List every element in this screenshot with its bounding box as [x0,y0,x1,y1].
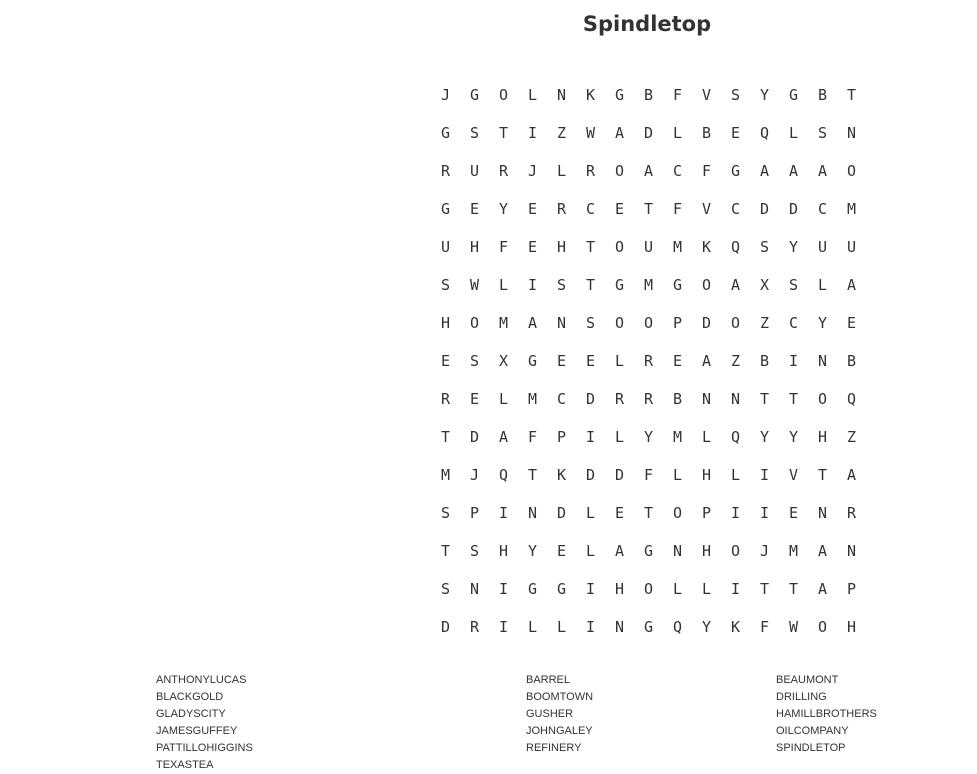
grid-cell[interactable]: W [585,124,596,142]
grid-cell[interactable]: M [672,238,683,256]
grid-row [431,570,866,608]
grid-cell[interactable]: G [614,86,625,104]
grid-cell[interactable]: K [701,238,712,256]
grid-cell[interactable]: T [440,542,451,560]
grid-cell[interactable]: G [788,86,799,104]
grid-cell[interactable]: R [440,390,451,408]
word-list-item: GLADYSCITY [156,708,226,720]
grid-cell[interactable]: X [759,276,770,294]
grid-cell[interactable]: N [672,542,683,560]
grid-cell[interactable]: F [672,200,683,218]
grid-cell[interactable]: I [730,580,741,598]
grid-cell[interactable]: H [556,238,567,256]
grid-cell[interactable]: V [788,466,799,484]
grid-row [431,418,866,456]
grid-cell[interactable]: E [469,200,480,218]
grid-cell[interactable]: T [643,200,654,218]
word-list-item: ANTHONYLUCAS [156,674,247,686]
grid-cell[interactable]: G [730,162,741,180]
grid-cell[interactable]: N [469,580,480,598]
word-list-item: SPINDLETOP [776,742,846,754]
grid-cell[interactable]: E [614,200,625,218]
grid-cell[interactable]: A [643,162,654,180]
grid-cell[interactable]: L [585,504,596,522]
grid-cell[interactable]: N [817,504,828,522]
grid-cell[interactable]: P [556,428,567,446]
word-list-column-3 [776,672,877,757]
grid-cell[interactable]: H [846,618,857,636]
grid-cell[interactable]: I [498,618,509,636]
grid-cell[interactable]: O [469,314,480,332]
grid-cell[interactable]: O [817,618,828,636]
grid-cell[interactable]: B [672,390,683,408]
grid-cell[interactable]: T [498,124,509,142]
grid-cell[interactable]: E [469,390,480,408]
grid-cell[interactable]: I [759,504,770,522]
grid-cell[interactable]: M [846,200,857,218]
grid-cell[interactable]: H [614,580,625,598]
grid-cell[interactable]: T [788,580,799,598]
grid-cell[interactable]: P [672,314,683,332]
grid-cell[interactable]: S [788,276,799,294]
grid-cell[interactable]: Y [788,238,799,256]
grid-row [431,190,866,228]
letter-grid [431,76,866,646]
grid-cell[interactable]: Y [817,314,828,332]
word-list-item: PATTILLOHIGGINS [156,742,253,754]
grid-row [431,608,866,646]
grid-cell[interactable]: I [498,504,509,522]
grid-cell[interactable]: R [556,200,567,218]
word-list-item: BEAUMONT [776,674,839,686]
grid-cell[interactable]: N [846,542,857,560]
grid-cell[interactable]: D [788,200,799,218]
grid-cell[interactable]: D [585,466,596,484]
grid-cell[interactable]: P [846,580,857,598]
grid-cell[interactable]: E [440,352,451,370]
grid-cell[interactable]: M [527,390,538,408]
grid-cell[interactable]: R [440,162,451,180]
grid-cell[interactable]: A [498,428,509,446]
grid-cell[interactable]: G [643,542,654,560]
grid-cell[interactable]: E [730,124,741,142]
grid-cell[interactable]: D [556,504,567,522]
grid-cell[interactable]: A [788,162,799,180]
grid-cell[interactable]: X [498,352,509,370]
grid-cell[interactable]: L [556,618,567,636]
grid-cell[interactable]: L [614,352,625,370]
word-list-item: JOHNGALEY [526,725,593,737]
grid-cell[interactable]: N [846,124,857,142]
grid-cell[interactable]: O [730,542,741,560]
grid-cell[interactable]: S [440,276,451,294]
grid-cell[interactable]: I [585,618,596,636]
grid-cell[interactable]: H [498,542,509,560]
grid-cell[interactable]: Y [701,618,712,636]
grid-cell[interactable]: F [498,238,509,256]
grid-cell[interactable]: O [643,314,654,332]
grid-cell[interactable]: D [643,124,654,142]
grid-cell[interactable]: A [614,542,625,560]
grid-cell[interactable]: E [672,352,683,370]
grid-cell[interactable]: C [585,200,596,218]
grid-cell[interactable]: N [556,314,567,332]
grid-cell[interactable]: O [672,504,683,522]
grid-cell[interactable]: R [643,390,654,408]
grid-cell[interactable]: N [614,618,625,636]
word-list-column-2 [526,672,593,757]
grid-cell[interactable]: B [846,352,857,370]
grid-cell[interactable]: Y [498,200,509,218]
grid-cell[interactable]: T [643,504,654,522]
grid-cell[interactable]: M [498,314,509,332]
grid-cell[interactable]: O [817,390,828,408]
grid-cell[interactable]: S [759,238,770,256]
grid-cell[interactable]: M [440,466,451,484]
grid-cell[interactable]: L [498,390,509,408]
word-list-item: HAMILLBROTHERS [776,708,877,720]
grid-cell[interactable]: A [817,580,828,598]
grid-cell[interactable]: I [730,504,741,522]
grid-cell[interactable]: Z [730,352,741,370]
grid-row [431,380,866,418]
grid-cell[interactable]: O [701,276,712,294]
grid-cell[interactable]: I [527,124,538,142]
grid-cell[interactable]: S [440,504,451,522]
grid-cell[interactable]: J [527,162,538,180]
grid-cell[interactable]: O [498,86,509,104]
grid-cell[interactable]: A [730,276,741,294]
grid-cell[interactable]: K [556,466,567,484]
grid-cell[interactable]: V [701,86,712,104]
grid-cell[interactable]: N [556,86,567,104]
grid-cell[interactable]: H [817,428,828,446]
grid-cell[interactable]: R [585,162,596,180]
grid-cell[interactable]: I [788,352,799,370]
grid-cell[interactable]: H [701,542,712,560]
grid-cell[interactable]: Y [527,542,538,560]
grid-cell[interactable]: F [759,618,770,636]
grid-cell[interactable]: T [788,390,799,408]
grid-cell[interactable]: G [469,86,480,104]
grid-cell[interactable]: O [614,314,625,332]
grid-row [431,266,866,304]
grid-cell[interactable]: Q [730,238,741,256]
word-list-item: BARREL [526,674,571,686]
grid-cell[interactable]: Z [846,428,857,446]
grid-cell[interactable]: S [469,124,480,142]
grid-cell[interactable]: K [730,618,741,636]
grid-cell[interactable]: D [469,428,480,446]
grid-cell[interactable]: I [759,466,770,484]
grid-cell[interactable]: L [701,428,712,446]
grid-cell[interactable]: T [585,238,596,256]
grid-cell[interactable]: G [527,352,538,370]
grid-cell[interactable]: L [672,124,683,142]
grid-cell[interactable]: T [585,276,596,294]
word-list-column-1 [156,672,253,774]
grid-cell[interactable]: S [469,542,480,560]
grid-cell[interactable]: H [701,466,712,484]
grid-cell[interactable]: N [527,504,538,522]
grid-cell[interactable]: Q [498,466,509,484]
grid-cell[interactable]: I [527,276,538,294]
grid-cell[interactable]: V [701,200,712,218]
grid-cell[interactable]: S [469,352,480,370]
grid-cell[interactable]: G [672,276,683,294]
grid-cell[interactable]: F [672,86,683,104]
grid-cell[interactable]: T [817,466,828,484]
grid-cell[interactable]: Y [643,428,654,446]
grid-cell[interactable]: M [643,276,654,294]
grid-cell[interactable]: L [730,466,741,484]
grid-cell[interactable]: Q [759,124,770,142]
grid-cell[interactable]: Y [788,428,799,446]
grid-cell[interactable]: N [817,352,828,370]
grid-row [431,494,866,532]
grid-cell[interactable]: Y [759,428,770,446]
grid-cell[interactable]: E [846,314,857,332]
grid-cell[interactable]: B [817,86,828,104]
grid-cell[interactable]: L [614,428,625,446]
grid-cell[interactable]: U [846,238,857,256]
grid-cell[interactable]: U [440,238,451,256]
grid-cell[interactable]: B [759,352,770,370]
grid-cell[interactable]: E [788,504,799,522]
grid-cell[interactable]: A [846,276,857,294]
grid-cell[interactable]: Q [672,618,683,636]
grid-row [431,456,866,494]
grid-cell[interactable]: C [817,200,828,218]
grid-cell[interactable]: I [585,580,596,598]
word-list-item: OILCOMPANY [776,725,849,737]
grid-cell[interactable]: R [498,162,509,180]
grid-cell[interactable]: O [614,238,625,256]
grid-cell[interactable]: N [701,390,712,408]
grid-cell[interactable]: D [614,466,625,484]
grid-cell[interactable]: D [701,314,712,332]
grid-cell[interactable]: L [672,466,683,484]
grid-cell[interactable]: S [440,580,451,598]
grid-cell[interactable]: O [730,314,741,332]
grid-cell[interactable]: O [643,580,654,598]
grid-cell[interactable]: M [672,428,683,446]
grid-cell[interactable]: E [527,200,538,218]
grid-cell[interactable]: C [730,200,741,218]
grid-cell[interactable]: L [701,580,712,598]
grid-cell[interactable]: J [759,542,770,560]
grid-cell[interactable]: P [469,504,480,522]
grid-cell[interactable]: M [788,542,799,560]
grid-cell[interactable]: H [440,314,451,332]
grid-cell[interactable]: C [672,162,683,180]
grid-cell[interactable]: A [527,314,538,332]
puzzle-title: Spindletop [582,12,712,36]
grid-cell[interactable]: N [730,390,741,408]
grid-cell[interactable]: Z [556,124,567,142]
grid-cell[interactable]: G [614,276,625,294]
grid-cell[interactable]: G [440,124,451,142]
grid-cell[interactable]: A [817,162,828,180]
grid-cell[interactable]: C [788,314,799,332]
grid-row [431,532,866,570]
word-list-item: GUSHER [526,708,574,720]
grid-cell[interactable]: I [585,428,596,446]
grid-row [431,304,866,342]
grid-cell[interactable]: T [440,428,451,446]
grid-cell[interactable]: Q [730,428,741,446]
grid-cell[interactable]: J [469,466,480,484]
grid-cell[interactable]: K [585,86,596,104]
grid-row [431,114,866,152]
grid-cell[interactable]: W [788,618,799,636]
grid-cell[interactable]: A [817,542,828,560]
grid-cell[interactable]: D [440,618,451,636]
grid-cell[interactable]: G [440,200,451,218]
grid-cell[interactable]: G [643,618,654,636]
grid-row [431,152,866,190]
grid-cell[interactable]: D [585,390,596,408]
word-list-item: REFINERY [526,742,582,754]
grid-cell[interactable]: I [498,580,509,598]
word-list-item: BOOMTOWN [526,691,594,703]
grid-cell[interactable]: E [556,352,567,370]
grid-cell[interactable]: E [585,352,596,370]
grid-cell[interactable]: W [469,276,480,294]
grid-cell[interactable]: S [556,276,567,294]
grid-cell[interactable]: R [614,390,625,408]
grid-cell[interactable]: S [730,86,741,104]
grid-cell[interactable]: L [556,162,567,180]
grid-cell[interactable]: L [527,618,538,636]
grid-cell[interactable]: A [701,352,712,370]
word-list-item: JAMESGUFFEY [156,725,238,737]
grid-cell[interactable]: R [846,504,857,522]
grid-cell[interactable]: H [469,238,480,256]
grid-cell[interactable]: L [585,542,596,560]
grid-cell[interactable]: U [817,238,828,256]
grid-cell[interactable]: T [846,86,857,104]
grid-cell[interactable]: R [469,618,480,636]
grid-cell[interactable]: T [759,390,770,408]
grid-cell[interactable]: G [527,580,538,598]
grid-cell[interactable]: T [527,466,538,484]
grid-row [431,342,866,380]
grid-cell[interactable]: Z [759,314,770,332]
grid-cell[interactable]: F [643,466,654,484]
grid-cell[interactable]: S [817,124,828,142]
grid-row [431,228,866,266]
grid-cell[interactable]: E [614,504,625,522]
grid-cell[interactable]: O [614,162,625,180]
grid-cell[interactable]: E [556,542,567,560]
grid-cell[interactable]: L [498,276,509,294]
grid-cell[interactable]: L [672,580,683,598]
grid-cell[interactable]: R [643,352,654,370]
grid-cell[interactable]: F [701,162,712,180]
word-list-item: DRILLING [776,691,827,703]
word-list-item: BLACKGOLD [156,691,224,703]
grid-cell[interactable]: Y [759,86,770,104]
word-list-item: TEXASTEA [156,759,214,771]
grid-cell[interactable]: U [469,162,480,180]
grid-cell[interactable]: F [527,428,538,446]
grid-cell[interactable]: E [527,238,538,256]
grid-cell[interactable]: J [440,86,451,104]
grid-cell[interactable]: B [701,124,712,142]
grid-cell[interactable]: A [759,162,770,180]
grid-cell[interactable]: P [701,504,712,522]
grid-cell[interactable]: A [614,124,625,142]
grid-cell[interactable]: G [556,580,567,598]
grid-row [431,76,866,114]
grid-cell[interactable]: D [759,200,770,218]
grid-cell[interactable]: U [643,238,654,256]
word-list [0,672,977,771]
grid-cell[interactable]: L [527,86,538,104]
grid-cell[interactable]: L [817,276,828,294]
grid-cell[interactable]: O [846,162,857,180]
grid-cell[interactable]: C [556,390,567,408]
grid-cell[interactable]: T [759,580,770,598]
grid-cell[interactable]: L [788,124,799,142]
grid-cell[interactable]: A [846,466,857,484]
grid-cell[interactable]: B [643,86,654,104]
grid-cell[interactable]: S [585,314,596,332]
grid-cell[interactable]: Q [846,390,857,408]
